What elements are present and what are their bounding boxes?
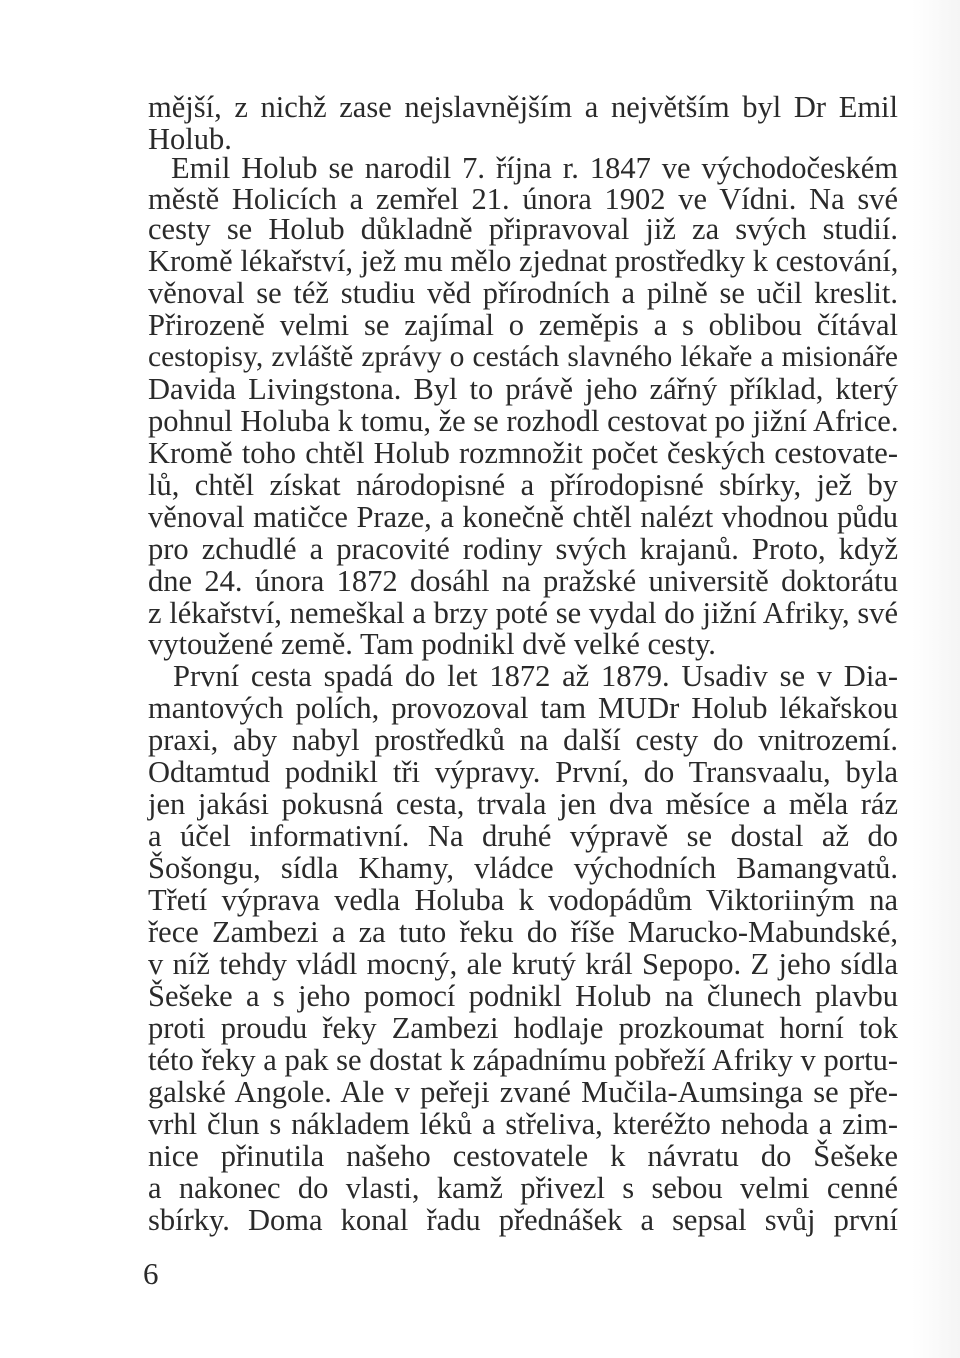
text-line: a nakonec do vlasti, kamž přivezl s sebou velmi cenné (148, 1171, 898, 1205)
page-number: 6 (143, 1256, 159, 1291)
text-line: řece Zambezi a za tuto řeku do říše Marucko-Mabundské, (148, 915, 898, 949)
text-line: dne 24. února 1872 dosáhl na pražské universitě doktorátu (148, 564, 898, 598)
text-line: Kromě lékařství, jež mu mělo zjednat prostředky k cestování, (148, 244, 899, 278)
text-line: První cesta spadá do let 1872 až 1879. Usadiv se v Dia- (173, 659, 898, 693)
text-line: a účel informativní. Na druhé výpravě se dostal až do (148, 819, 898, 853)
text-line: Kromě toho chtěl Holub rozmnožit počet českých cestovate- (148, 436, 898, 470)
text-line: pohnul Holuba k tomu, že se rozhodl cestovat po jižní Africe. (148, 404, 899, 438)
text-line: této řeky a pak se dostat k západnímu pobřeží Afriky v portu- (148, 1043, 898, 1077)
text-line: galské Angole. Ale v peřeji zvané Mučila-Aumsinga se pře- (148, 1075, 898, 1109)
text-line: věnoval se též studiu věd přírodních a pilně se učil kreslit. (148, 276, 898, 310)
text-line: proti proudu řeky Zambezi hodlaje prozkoumat horní tok (148, 1011, 898, 1045)
text-line: nice přinutila našeho cestovatele k návratu do Šešeke (148, 1139, 898, 1173)
text-line: Přirozeně velmi se zajímal o zeměpis a s oblibou čítával (148, 308, 898, 342)
text-line: mantových polích, provozoval tam MUDr Holub lékařskou (148, 691, 898, 725)
text-line: sbírky. Doma konal řadu přednášek a sepsal svůj první (148, 1203, 898, 1237)
text-line: Holub. (148, 122, 232, 156)
text-line: vytoužené země. Tam podnikl dvě velké cesty. (148, 627, 716, 661)
text-line: vrhl člun s nákladem léků a střeliva, kteréžto nehoda a zim- (148, 1107, 898, 1141)
text-line: cesty se Holub důkladně připravoval již za svých studií. (148, 212, 898, 246)
text-line: z lékařství, nemeškal a brzy poté se vydal do jižní Afriky, své (148, 596, 898, 630)
page-edge-shadow (912, 0, 960, 1358)
text-line: Šošongu, sídla Khamy, vládce východních Bamangvatů. (148, 851, 898, 885)
text-line: pro zchudlé a pracovité rodiny svých krajanů. Proto, když (148, 532, 898, 566)
text-line: mější, z nichž zase nejslavnějším a největším byl Dr Emil (148, 90, 898, 124)
text-line: cestopisy, zvláště zprávy o cestách slavného lékaře a misionáře (148, 341, 898, 373)
text-line: Třetí výprava vedla Holuba k vodopádům Viktoriiným na (148, 883, 898, 917)
text-line: Odtamtud podnikl tři výpravy. První, do Transvaalu, byla (148, 755, 898, 789)
text-line: Šešeke a s jeho pomocí podnikl Holub na člunech plavbu (148, 979, 898, 1013)
text-line: Emil Holub se narodil 7. října r. 1847 ve východočeském (171, 151, 898, 185)
text-line: lů, chtěl získat národopisné a přírodopisné sbírky, jež by (148, 468, 898, 502)
text-line: jen jakási pokusná cesta, trvala jen dva měsíce a měla ráz (148, 787, 898, 821)
text-line: praxi, aby nabyl prostředků na další cesty do vnitrozemí. (148, 723, 898, 757)
text-line: městě Holicích a zemřel 21. února 1902 ve Vídni. Na své (148, 182, 898, 216)
text-line: Davida Livingstona. Byl to právě jeho zářný příklad, který (148, 372, 898, 406)
text-line: v níž tehdy vládl mocný, ale krutý král Sepopo. Z jeho sídla (148, 947, 898, 981)
text-line: věnoval matičce Praze, a konečně chtěl nalézt vhodnou půdu (148, 500, 898, 534)
